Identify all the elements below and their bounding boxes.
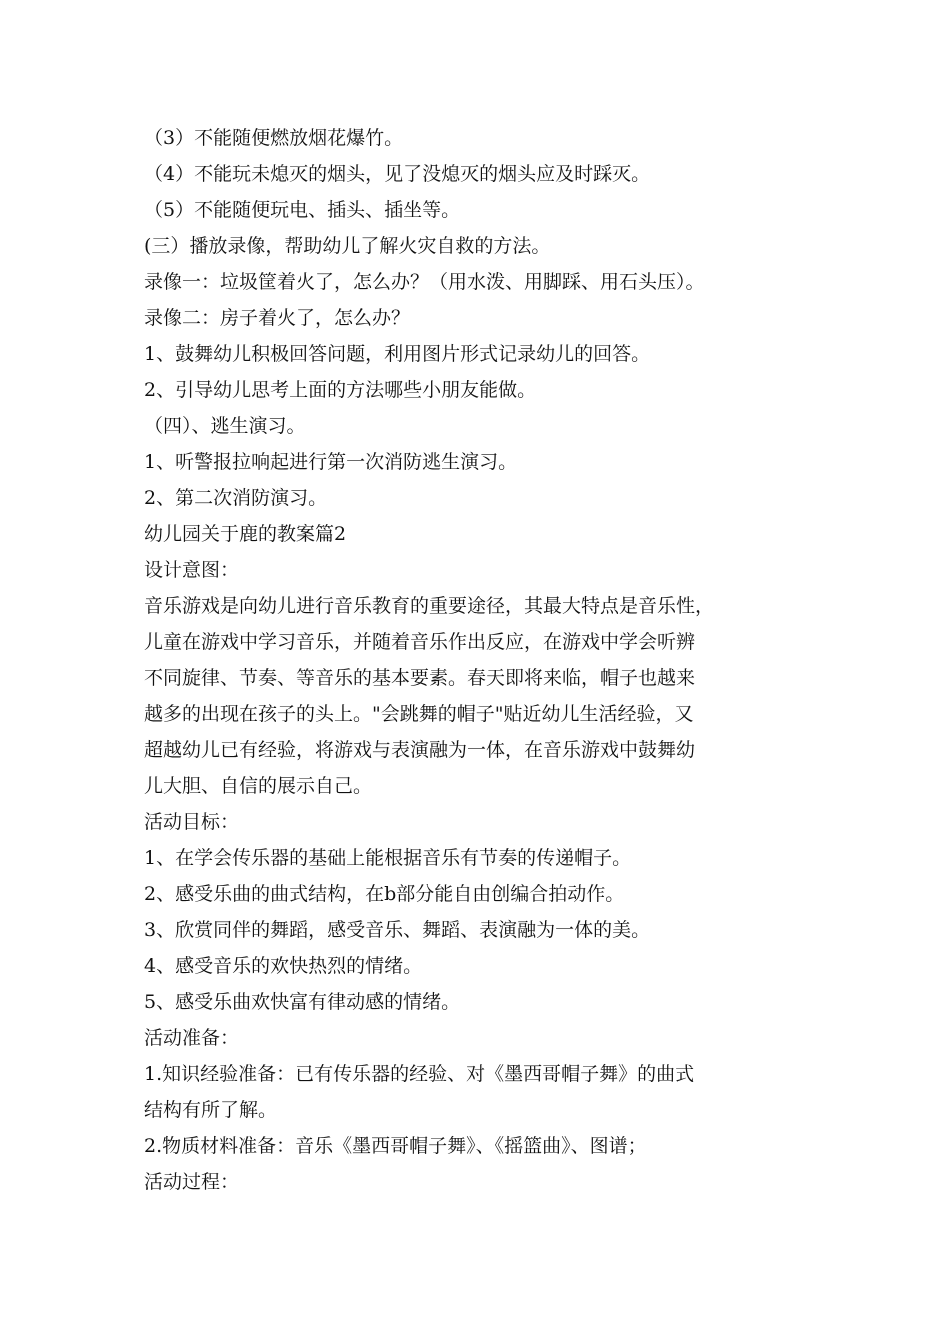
text-line: 2、第二次消防演习。 — [144, 487, 328, 509]
goal-item: 2、感受乐曲的曲式结构，在b部分能自由创编合拍动作。 — [144, 883, 625, 905]
text-line: （4）不能玩未熄灭的烟头，见了没熄灭的烟头应及时踩灭。 — [144, 163, 651, 185]
text-line: （3）不能随便燃放烟花爆竹。 — [144, 127, 404, 149]
text-line: 1、听警报拉响起进行第一次消防逃生演习。 — [144, 451, 518, 473]
section-heading: （四）、逃生演习。 — [144, 415, 306, 437]
paragraph-line: 超越幼儿已有经验，将游戏与表演融为一体，在音乐游戏中鼓舞幼 — [144, 739, 696, 761]
paragraph-line: 越多的出现在孩子的头上。"会跳舞的帽子"贴近幼儿生活经验，又 — [144, 703, 694, 725]
section-heading: (三）播放录像，帮助幼儿了解火灾自救的方法。 — [144, 235, 551, 257]
section-heading: 活动准备： — [144, 1027, 240, 1049]
paragraph-line: 儿大胆、自信的展示自己。 — [144, 775, 373, 797]
text-line: 录像二：房子着火了，怎么办？ — [144, 307, 411, 329]
text-line: 2、引导幼儿思考上面的方法哪些小朋友能做。 — [144, 379, 537, 401]
paragraph-line: 1.知识经验准备：已有传乐器的经验、对《墨西哥帽子舞》的曲式 — [144, 1063, 695, 1085]
section-heading: 活动目标： — [144, 811, 240, 833]
goal-item: 3、欣赏同伴的舞蹈，感受音乐、舞蹈、表演融为一体的美。 — [144, 919, 651, 941]
text-line: 1、鼓舞幼儿积极回答问题，利用图片形式记录幼儿的回答。 — [144, 343, 651, 365]
prep-item: 2.物质材料准备：音乐《墨西哥帽子舞》、《摇篮曲》、图谱； — [144, 1135, 647, 1157]
paragraph-line: 结构有所了解。 — [144, 1099, 278, 1121]
paragraph-line: 不同旋律、节奏、等音乐的基本要素。春天即将来临，帽子也越来 — [144, 667, 696, 689]
goal-item: 4、感受音乐的欢快热烈的情绪。 — [144, 955, 423, 977]
section-heading: 设计意图： — [144, 559, 240, 581]
prep-item — [144, 1056, 814, 1128]
goal-item: 5、感受乐曲欢快富有律动感的情绪。 — [144, 991, 461, 1013]
text-line: 录像一：垃圾筐着火了，怎么办？（用水泼、用脚踩、用石头压）。 — [144, 271, 705, 293]
document-title: 幼儿园关于鹿的教案篇2 — [144, 523, 347, 545]
text-line: （5）不能随便玩电、插头、插坐等。 — [144, 199, 461, 221]
paragraph-line: 音乐游戏是向幼儿进行音乐教育的重要途径，其最大特点是音乐性， — [144, 595, 715, 617]
intro-paragraph — [144, 588, 814, 804]
goal-item: 1、在学会传乐器的基础上能根据音乐有节奏的传递帽子。 — [144, 847, 632, 869]
section-heading: 活动过程： — [144, 1171, 240, 1193]
document-body — [144, 120, 814, 1200]
paragraph-line: 儿童在游戏中学习音乐，并随着音乐作出反应，在游戏中学会听辨 — [144, 631, 696, 653]
